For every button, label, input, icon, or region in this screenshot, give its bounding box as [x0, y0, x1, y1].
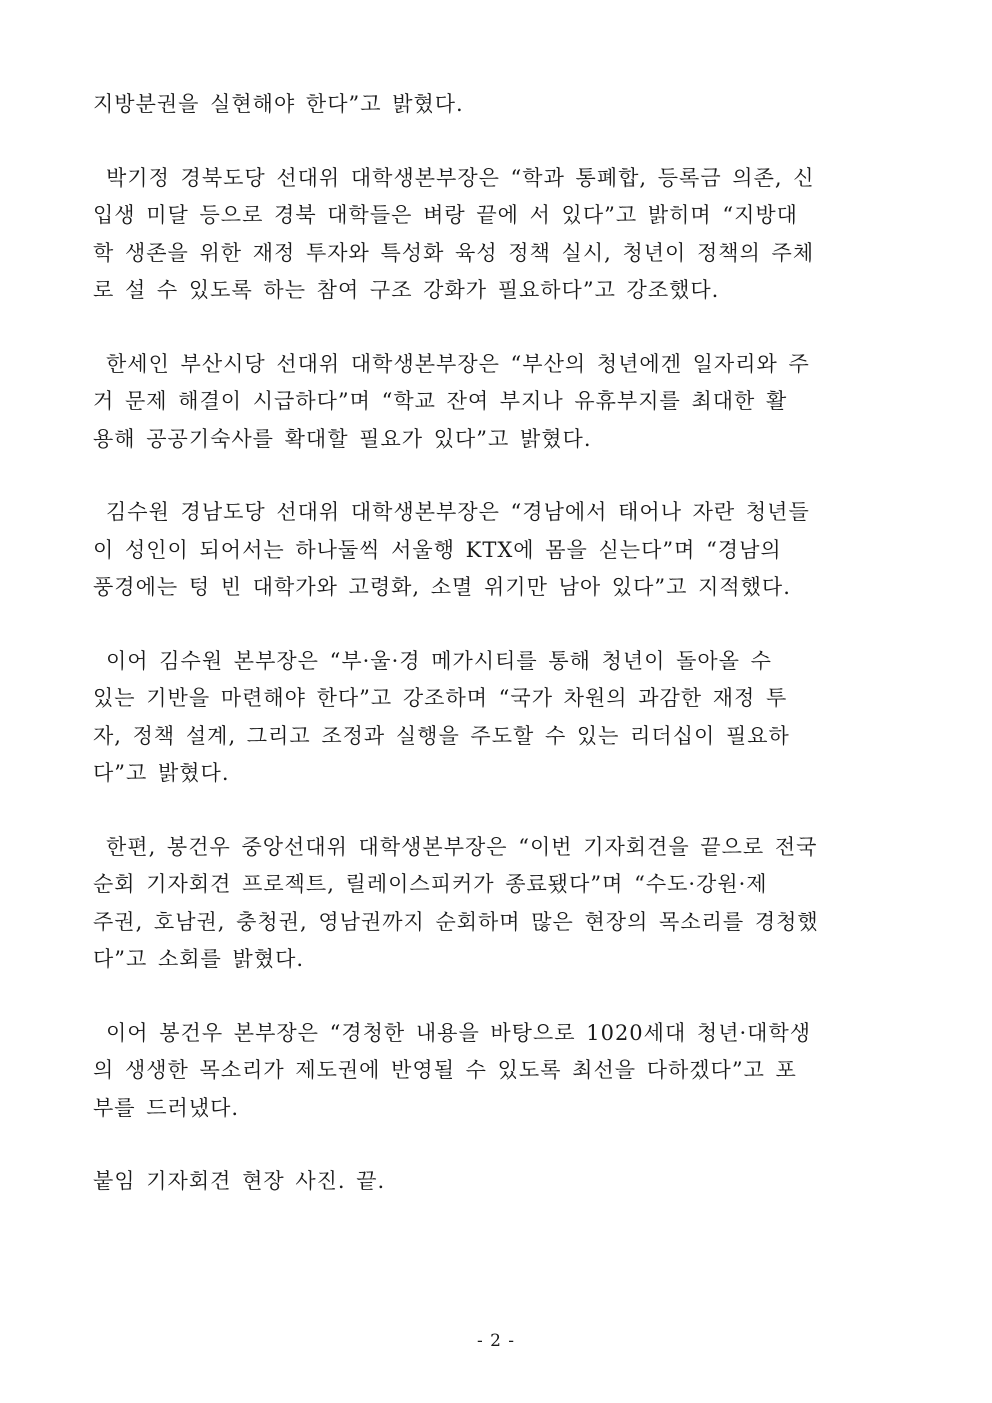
paragraph-busan-statement: 한세인 부산시당 선대위 대학생본부장은 “부산의 청년에겐 일자리와 주 거 문제 해결이 시급하다”며 “학교 잔여 부지나 유휴부지를 최대한 활 용해 공공기숙사를 확대할 필요가 있다”고 밝혔다.: [93, 351, 810, 451]
paragraph-continuation: 지방분권을 실현해야 한다”고 밝혔다.: [93, 92, 464, 116]
paragraph-attachment-note: 붙임 기자회견 현장 사진. 끝.: [93, 1169, 386, 1193]
paragraph-central-statement: 한편, 봉건우 중앙선대위 대학생본부장은 “이번 기자회견을 끝으로 전국 순회 기자회견 프로젝트, 릴레이스피커가 종료됐다”며 “수도·강원·제 주권, 호남권, 충청권, 영남권까지 순회하며 많은 현장의 목소리를 경청했 다”고 소회를 밝혔다.: [93, 834, 819, 971]
paragraph-gyeongbuk-statement: 박기정 경북도당 선대위 대학생본부장은 “학과 통폐합, 등록금 의존, 신 입생 미달 등으로 경북 대학들은 벼랑 끝에 서 있다”고 밝히며 “지방대 학 생존을 위한 재정 투자와 특성화 육성 정책 실시, 청년이 정책의 주체 로 설 수 있도록 하는 참여 구조 강화가 필요하다”고 강조했다.: [93, 165, 815, 302]
paragraph-closing-statement: 이어 봉건우 본부장은 “경청한 내용을 바탕으로 1020세대 청년·대학생 의 생생한 목소리가 제도권에 반영될 수 있도록 최선을 다하겠다”고 포 부를 드러냈다.: [93, 1020, 812, 1120]
page-number: - 2 -: [476, 1331, 516, 1351]
document-body: [93, 86, 899, 1237]
paragraph-gyeongnam-statement: 김수원 경남도당 선대위 대학생본부장은 “경남에서 태어나 자란 청년들 이 성인이 되어서는 하나둘씩 서울행 KTX에 몸을 싣는다”며 “경남의 풍경에는 텅 빈 대학가와 고령화, 소멸 위기만 남아 있다”고 지적했다.: [93, 500, 810, 599]
paragraph-megacity-statement: 이어 김수원 본부장은 “부·울·경 메가시티를 통해 청년이 돌아올 수 있는 기반을 마련해야 한다”고 강조하며 “국가 차원의 과감한 재정 투 자, 정책 설계, 그리고 조정과 실행을 주도할 수 있는 리더십이 필요하 다”고 밝혔다.: [93, 648, 790, 785]
